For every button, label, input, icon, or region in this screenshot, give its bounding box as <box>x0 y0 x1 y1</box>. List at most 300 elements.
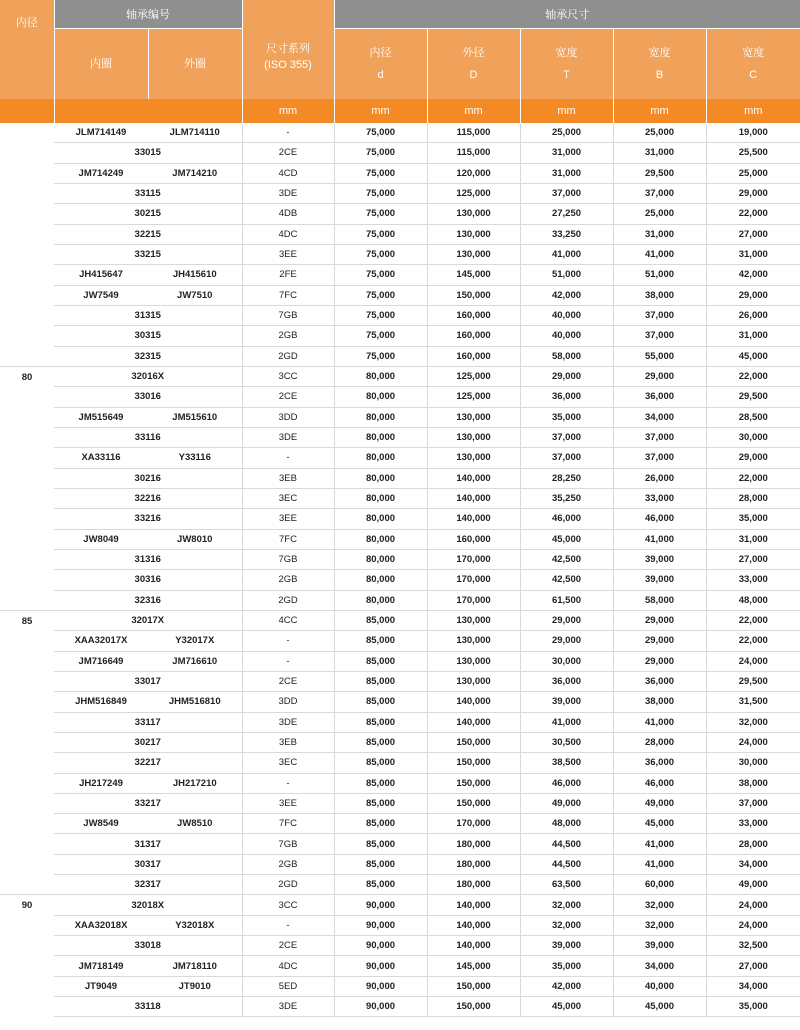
dim-C-cell: 38,000 <box>706 773 800 793</box>
dim-D-cell: 180,000 <box>427 875 520 895</box>
unit-cell: mm <box>334 99 427 123</box>
dim-B-cell: 36,000 <box>613 753 706 773</box>
series-cell: - <box>242 123 334 143</box>
dim-d-cell: 75,000 <box>334 224 427 244</box>
table-row <box>0 631 800 651</box>
dim-B-cell: 25,000 <box>613 204 706 224</box>
dimension-series-label: 尺寸系列 (ISO 355) <box>264 42 312 71</box>
dim-C-cell: 37,000 <box>706 793 800 813</box>
series-cell: 3EE <box>242 793 334 813</box>
dim-d-cell: 75,000 <box>334 346 427 366</box>
table-row <box>0 671 800 691</box>
dim-D-cell: 180,000 <box>427 854 520 874</box>
inner-ring-cell: JM714249 <box>54 163 148 183</box>
dim-D-cell: 130,000 <box>427 610 520 630</box>
dim-d-cell: 75,000 <box>334 244 427 264</box>
dim-D-cell: 140,000 <box>427 488 520 508</box>
bearing-number-cell: 32018X <box>54 895 242 915</box>
dim-C-cell: 29,000 <box>706 448 800 468</box>
dim-C-cell: 31,000 <box>706 326 800 346</box>
dim-T-cell: 29,000 <box>520 610 613 630</box>
dim-B-cell: 45,000 <box>613 814 706 834</box>
bearing-number-cell: 33216 <box>54 509 242 529</box>
table-row <box>0 570 800 590</box>
dim-d-cell: 80,000 <box>334 488 427 508</box>
dim-C-cell: 34,000 <box>706 976 800 996</box>
dim-d-cell: 80,000 <box>334 407 427 427</box>
inner-ring-cell: JW8049 <box>54 529 148 549</box>
dim-T-cell: 42,500 <box>520 549 613 569</box>
dim-d-cell: 75,000 <box>334 285 427 305</box>
dim-d-cell: 85,000 <box>334 814 427 834</box>
inner-ring-cell: JW7549 <box>54 285 148 305</box>
dim-d-cell: 85,000 <box>334 732 427 752</box>
dim-B-cell: 60,000 <box>613 875 706 895</box>
series-cell: - <box>242 448 334 468</box>
dim-T-cell: 36,000 <box>520 671 613 691</box>
table-row <box>0 997 800 1017</box>
dim-T-cell: 38,500 <box>520 753 613 773</box>
dim-D-cell: 125,000 <box>427 183 520 203</box>
col-header-T <box>520 29 613 100</box>
series-cell: 7FC <box>242 814 334 834</box>
dim-B-cell: 46,000 <box>613 773 706 793</box>
unit-cell-blank <box>148 99 242 123</box>
dim-T-cell: 32,000 <box>520 915 613 935</box>
dim-d-cell: 85,000 <box>334 773 427 793</box>
dim-B-cell: 39,000 <box>613 570 706 590</box>
series-cell: 2CE <box>242 387 334 407</box>
bearing-number-cell: 33215 <box>54 244 242 264</box>
dim-d-cell: 90,000 <box>334 915 427 935</box>
dim-T-cell: 35,250 <box>520 488 613 508</box>
dim-C-cell: 22,000 <box>706 610 800 630</box>
dim-D-cell: 130,000 <box>427 204 520 224</box>
dim-d-cell: 75,000 <box>334 305 427 325</box>
dim-T-cell: 63,500 <box>520 875 613 895</box>
series-cell: 4DB <box>242 204 334 224</box>
dim-C-cell: 27,000 <box>706 549 800 569</box>
dim-d-cell: 85,000 <box>334 875 427 895</box>
table-row <box>0 814 800 834</box>
inner-ring-cell: XA33116 <box>54 448 148 468</box>
dim-C-cell: 33,000 <box>706 814 800 834</box>
outer-ring-cell: JHM516810 <box>148 692 242 712</box>
table-row <box>0 244 800 264</box>
series-cell: 3CC <box>242 366 334 386</box>
dim-D-cell: 150,000 <box>427 732 520 752</box>
table-row <box>0 875 800 895</box>
dim-T-cell: 31,000 <box>520 163 613 183</box>
table-row <box>0 651 800 671</box>
dim-D-cell: 140,000 <box>427 936 520 956</box>
series-cell: 2GB <box>242 326 334 346</box>
dim-d-cell: 80,000 <box>334 570 427 590</box>
outer-ring-cell: JH415610 <box>148 265 242 285</box>
series-cell: 2GB <box>242 570 334 590</box>
series-cell: 3EE <box>242 509 334 529</box>
inner-ring-cell: JH217249 <box>54 773 148 793</box>
table-row <box>0 590 800 610</box>
col-symbol: C <box>749 69 758 81</box>
dim-T-cell: 27,250 <box>520 204 613 224</box>
dim-T-cell: 46,000 <box>520 509 613 529</box>
dim-T-cell: 35,000 <box>520 407 613 427</box>
series-cell: 4DC <box>242 956 334 976</box>
dim-D-cell: 130,000 <box>427 224 520 244</box>
bearing-number-cell: 32317 <box>54 875 242 895</box>
table-row <box>0 834 800 854</box>
series-cell: - <box>242 773 334 793</box>
table-row <box>0 183 800 203</box>
dim-B-cell: 38,000 <box>613 285 706 305</box>
table-row <box>0 529 800 549</box>
dim-C-cell: 32,000 <box>706 712 800 732</box>
dim-B-cell: 37,000 <box>613 183 706 203</box>
bore-cell <box>0 123 54 366</box>
table-row <box>0 123 800 143</box>
series-cell: 2CE <box>242 936 334 956</box>
dim-B-cell: 38,000 <box>613 692 706 712</box>
dim-d-cell: 80,000 <box>334 549 427 569</box>
bearing-number-cell: 32216 <box>54 488 242 508</box>
dim-B-cell: 29,000 <box>613 631 706 651</box>
dim-B-cell: 45,000 <box>613 997 706 1017</box>
dim-D-cell: 160,000 <box>427 326 520 346</box>
series-cell: 3DD <box>242 692 334 712</box>
dim-d-cell: 85,000 <box>334 793 427 813</box>
dim-T-cell: 36,000 <box>520 387 613 407</box>
series-cell: 3DE <box>242 997 334 1017</box>
unit-cell: mm <box>242 99 334 123</box>
bearing-number-cell: 32215 <box>54 224 242 244</box>
inner-ring-cell: JM515649 <box>54 407 148 427</box>
bore-cell: 80 <box>0 366 54 610</box>
dim-B-cell: 29,000 <box>613 651 706 671</box>
dim-B-cell: 37,000 <box>613 326 706 346</box>
dim-C-cell: 28,000 <box>706 488 800 508</box>
dim-d-cell: 80,000 <box>334 427 427 447</box>
part-number-group-header: 轴承编号 <box>54 0 242 29</box>
table-row <box>0 549 800 569</box>
dim-D-cell: 130,000 <box>427 427 520 447</box>
dim-D-cell: 115,000 <box>427 143 520 163</box>
dim-D-cell: 120,000 <box>427 163 520 183</box>
series-cell: 4DC <box>242 224 334 244</box>
dim-C-cell: 29,500 <box>706 387 800 407</box>
dim-d-cell: 85,000 <box>334 834 427 854</box>
table-row <box>0 305 800 325</box>
dim-T-cell: 29,000 <box>520 631 613 651</box>
outer-ring-cell: Y32018X <box>148 915 242 935</box>
dim-B-cell: 34,000 <box>613 407 706 427</box>
dim-B-cell: 41,000 <box>613 712 706 732</box>
series-cell: 3DE <box>242 427 334 447</box>
dim-d-cell: 85,000 <box>334 712 427 732</box>
inner-ring-cell: JHM516849 <box>54 692 148 712</box>
dim-B-cell: 29,000 <box>613 610 706 630</box>
dim-C-cell: 29,000 <box>706 285 800 305</box>
table-row <box>0 915 800 935</box>
inner-ring-cell: JLM714149 <box>54 123 148 143</box>
series-cell: 7GB <box>242 834 334 854</box>
dim-d-cell: 75,000 <box>334 123 427 143</box>
table-row <box>0 712 800 732</box>
col-header-C <box>706 29 800 100</box>
table-row <box>0 936 800 956</box>
dim-C-cell: 34,000 <box>706 854 800 874</box>
dim-T-cell: 42,000 <box>520 976 613 996</box>
dim-d-cell: 85,000 <box>334 610 427 630</box>
bearing-number-cell: 30317 <box>54 854 242 874</box>
bore-cell: 90 <box>0 895 54 1017</box>
series-cell: 2CE <box>242 671 334 691</box>
dim-C-cell: 24,000 <box>706 895 800 915</box>
dim-B-cell: 28,000 <box>613 732 706 752</box>
dim-B-cell: 37,000 <box>613 448 706 468</box>
series-cell: 7GB <box>242 549 334 569</box>
dim-D-cell: 150,000 <box>427 997 520 1017</box>
inner-ring-cell: JM718149 <box>54 956 148 976</box>
dim-d-cell: 85,000 <box>334 753 427 773</box>
col-title: 外径 <box>462 47 485 59</box>
col-title: 内径 <box>369 47 392 59</box>
series-cell: 3EE <box>242 244 334 264</box>
dim-D-cell: 145,000 <box>427 265 520 285</box>
series-cell: 3EC <box>242 753 334 773</box>
dim-C-cell: 24,000 <box>706 732 800 752</box>
dim-C-cell: 19,000 <box>706 123 800 143</box>
dim-d-cell: 90,000 <box>334 997 427 1017</box>
unit-cell-blank <box>0 99 54 123</box>
bearing-number-cell: 31317 <box>54 834 242 854</box>
dim-D-cell: 160,000 <box>427 529 520 549</box>
dim-C-cell: 22,000 <box>706 204 800 224</box>
dim-T-cell: 40,000 <box>520 305 613 325</box>
table-row <box>0 448 800 468</box>
unit-cell: mm <box>706 99 800 123</box>
dim-B-cell: 26,000 <box>613 468 706 488</box>
series-cell: 2GD <box>242 875 334 895</box>
dim-D-cell: 150,000 <box>427 793 520 813</box>
table-row <box>0 326 800 346</box>
dim-D-cell: 160,000 <box>427 305 520 325</box>
dim-D-cell: 170,000 <box>427 590 520 610</box>
dim-C-cell: 25,000 <box>706 163 800 183</box>
dim-B-cell: 40,000 <box>613 976 706 996</box>
inner-ring-cell: JM716649 <box>54 651 148 671</box>
dim-d-cell: 80,000 <box>334 468 427 488</box>
dim-T-cell: 42,000 <box>520 285 613 305</box>
table-row <box>0 265 800 285</box>
dim-T-cell: 45,000 <box>520 997 613 1017</box>
col-symbol: B <box>655 69 664 81</box>
dim-d-cell: 80,000 <box>334 509 427 529</box>
dim-D-cell: 140,000 <box>427 915 520 935</box>
dim-d-cell: 75,000 <box>334 183 427 203</box>
dim-C-cell: 33,000 <box>706 570 800 590</box>
series-cell: 2GD <box>242 346 334 366</box>
series-cell: 2GD <box>242 590 334 610</box>
dim-B-cell: 55,000 <box>613 346 706 366</box>
dim-D-cell: 130,000 <box>427 631 520 651</box>
bearing-number-cell: 33118 <box>54 997 242 1017</box>
bearing-number-cell: 33015 <box>54 143 242 163</box>
dim-C-cell: 30,000 <box>706 753 800 773</box>
dim-d-cell: 80,000 <box>334 590 427 610</box>
table-row <box>0 387 800 407</box>
bearing-number-cell: 32217 <box>54 753 242 773</box>
dim-D-cell: 125,000 <box>427 366 520 386</box>
table-row <box>0 468 800 488</box>
inner-ring-cell: XAA32018X <box>54 915 148 935</box>
series-cell: 7GB <box>242 305 334 325</box>
dim-T-cell: 33,250 <box>520 224 613 244</box>
dim-C-cell: 28,000 <box>706 834 800 854</box>
dim-B-cell: 33,000 <box>613 488 706 508</box>
dim-B-cell: 32,000 <box>613 915 706 935</box>
col-symbol: T <box>563 69 570 81</box>
dim-C-cell: 45,000 <box>706 346 800 366</box>
series-cell: 2CE <box>242 143 334 163</box>
dim-B-cell: 36,000 <box>613 671 706 691</box>
table-row <box>0 163 800 183</box>
dim-D-cell: 170,000 <box>427 570 520 590</box>
dim-T-cell: 35,000 <box>520 956 613 976</box>
dim-d-cell: 80,000 <box>334 366 427 386</box>
dim-D-cell: 130,000 <box>427 244 520 264</box>
dim-D-cell: 150,000 <box>427 773 520 793</box>
dim-C-cell: 49,000 <box>706 875 800 895</box>
dim-B-cell: 39,000 <box>613 936 706 956</box>
dim-T-cell: 42,500 <box>520 570 613 590</box>
dim-C-cell: 31,500 <box>706 692 800 712</box>
table-row <box>0 509 800 529</box>
dim-C-cell: 22,000 <box>706 366 800 386</box>
dim-B-cell: 41,000 <box>613 834 706 854</box>
bearing-number-cell: 32316 <box>54 590 242 610</box>
bearing-number-cell: 31316 <box>54 549 242 569</box>
dim-T-cell: 39,000 <box>520 692 613 712</box>
dim-B-cell: 39,000 <box>613 549 706 569</box>
col-symbol: d <box>377 69 384 81</box>
bearing-number-cell: 31315 <box>54 305 242 325</box>
table-row <box>0 692 800 712</box>
dim-D-cell: 140,000 <box>427 509 520 529</box>
bearing-number-cell: 32315 <box>54 346 242 366</box>
dim-C-cell: 30,000 <box>706 427 800 447</box>
series-cell: 3CC <box>242 895 334 915</box>
dim-d-cell: 75,000 <box>334 265 427 285</box>
table-header <box>0 0 800 123</box>
col-title: 宽度 <box>742 47 765 59</box>
table-row <box>0 224 800 244</box>
dim-B-cell: 41,000 <box>613 529 706 549</box>
bearing-number-cell: 33017 <box>54 671 242 691</box>
dim-B-cell: 46,000 <box>613 509 706 529</box>
dim-T-cell: 37,000 <box>520 448 613 468</box>
dim-d-cell: 75,000 <box>334 326 427 346</box>
table-row <box>0 488 800 508</box>
bore-cell: 85 <box>0 610 54 895</box>
dim-T-cell: 28,250 <box>520 468 613 488</box>
dim-C-cell: 27,000 <box>706 956 800 976</box>
dim-D-cell: 140,000 <box>427 468 520 488</box>
series-cell: 2GB <box>242 854 334 874</box>
outer-ring-cell: JW7510 <box>148 285 242 305</box>
dim-B-cell: 49,000 <box>613 793 706 813</box>
dim-D-cell: 130,000 <box>427 407 520 427</box>
dim-B-cell: 32,000 <box>613 895 706 915</box>
dim-d-cell: 90,000 <box>334 895 427 915</box>
dim-B-cell: 25,000 <box>613 123 706 143</box>
series-cell: 3EC <box>242 488 334 508</box>
table-row <box>0 895 800 915</box>
bearing-number-cell: 33018 <box>54 936 242 956</box>
outer-ring-cell: Y33116 <box>148 448 242 468</box>
dim-B-cell: 37,000 <box>613 427 706 447</box>
dim-B-cell: 36,000 <box>613 387 706 407</box>
table-row <box>0 956 800 976</box>
dim-C-cell: 42,000 <box>706 265 800 285</box>
dim-C-cell: 32,500 <box>706 936 800 956</box>
dim-D-cell: 130,000 <box>427 651 520 671</box>
table-row <box>0 285 800 305</box>
col-title: 宽度 <box>648 47 671 59</box>
dim-C-cell: 24,000 <box>706 915 800 935</box>
bearing-number-cell: 30216 <box>54 468 242 488</box>
bearing-number-cell: 33115 <box>54 183 242 203</box>
dim-C-cell: 35,000 <box>706 997 800 1017</box>
dim-d-cell: 90,000 <box>334 956 427 976</box>
outer-ring-cell: JT9010 <box>148 976 242 996</box>
bearing-number-cell: 33116 <box>54 427 242 447</box>
col-header-d <box>334 29 427 100</box>
dimensions-group-header: 轴承尺寸 <box>334 0 800 29</box>
dim-d-cell: 80,000 <box>334 448 427 468</box>
table-row <box>0 143 800 163</box>
series-cell: 4CD <box>242 163 334 183</box>
dim-C-cell: 48,000 <box>706 590 800 610</box>
dim-B-cell: 31,000 <box>613 143 706 163</box>
inner-ring-header: 内圈 <box>54 29 148 100</box>
dim-C-cell: 24,000 <box>706 651 800 671</box>
dim-T-cell: 30,500 <box>520 732 613 752</box>
dim-d-cell: 80,000 <box>334 529 427 549</box>
dim-d-cell: 85,000 <box>334 854 427 874</box>
dim-D-cell: 180,000 <box>427 834 520 854</box>
dim-D-cell: 150,000 <box>427 753 520 773</box>
bearing-number-cell: 30316 <box>54 570 242 590</box>
outer-ring-cell: JW8510 <box>148 814 242 834</box>
table-row <box>0 366 800 386</box>
dim-T-cell: 48,000 <box>520 814 613 834</box>
dim-T-cell: 51,000 <box>520 265 613 285</box>
dim-B-cell: 37,000 <box>613 305 706 325</box>
bearing-number-cell: 32016X <box>54 366 242 386</box>
dim-d-cell: 75,000 <box>334 204 427 224</box>
series-cell: 3EB <box>242 468 334 488</box>
dim-C-cell: 22,000 <box>706 631 800 651</box>
inner-ring-cell: JH415647 <box>54 265 148 285</box>
series-cell: 3DE <box>242 183 334 203</box>
dim-B-cell: 51,000 <box>613 265 706 285</box>
dim-D-cell: 150,000 <box>427 976 520 996</box>
table-row <box>0 773 800 793</box>
dim-D-cell: 125,000 <box>427 387 520 407</box>
outer-ring-cell: JM716610 <box>148 651 242 671</box>
dim-D-cell: 140,000 <box>427 895 520 915</box>
